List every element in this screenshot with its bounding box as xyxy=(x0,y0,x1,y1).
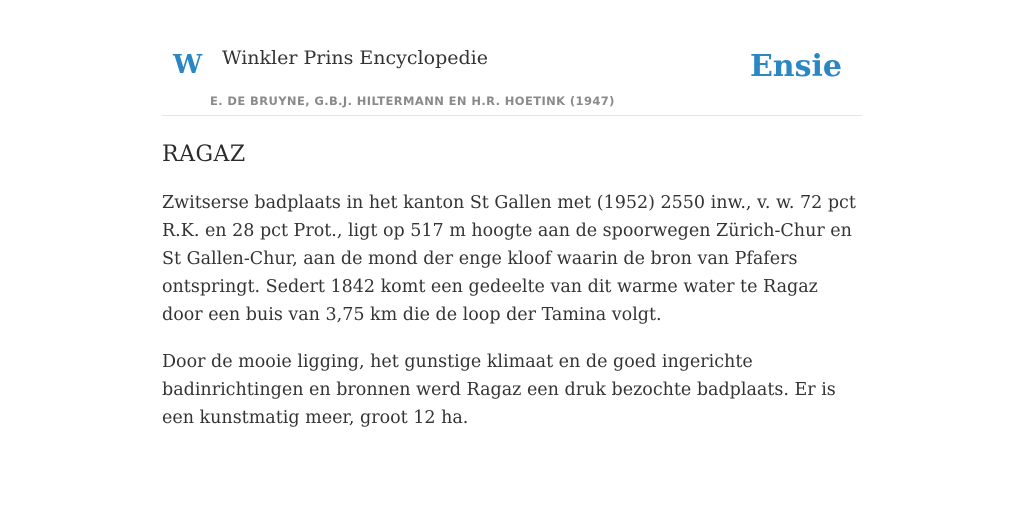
source-authors: E. DE BRUYNE, G.B.J. HILTERMANN EN H.R. HOETINK (1947) xyxy=(210,94,615,108)
entry-title: RAGAZ xyxy=(162,142,246,167)
entry-paragraph-2: Door de mooie ligging, het gunstige klimaat en de goed ingerichte badinrichtingen en bronnen werd Ragaz een druk bezochte badplaats. Er is een kunstmatig meer, groot 12 ha. xyxy=(162,352,836,428)
encyclopedia-page xyxy=(162,40,862,432)
source-title[interactable]: Winkler Prins Encyclopedie xyxy=(222,47,488,69)
entry-paragraph-1: Zwitserse badplaats in het kanton St Gallen met (1952) 2550 inw., v. w. 72 pct R.K. en 28 pct Prot., ligt op 517 m hoogte aan de spoorwegen Zürich-Chur en St Gallen-Chur, aan de mond der enge kloof waarin de bron van Pfafers ontspringt. Sedert 1842 komt een gedeelte van dit warme water te Ragaz door een buis van 3,75 km die de loop der Tamina volgt. xyxy=(162,193,856,325)
source-header xyxy=(162,40,862,116)
ensie-logo-link[interactable]: Ensie xyxy=(749,49,842,84)
winkler-prins-logo[interactable]: W xyxy=(173,50,203,80)
